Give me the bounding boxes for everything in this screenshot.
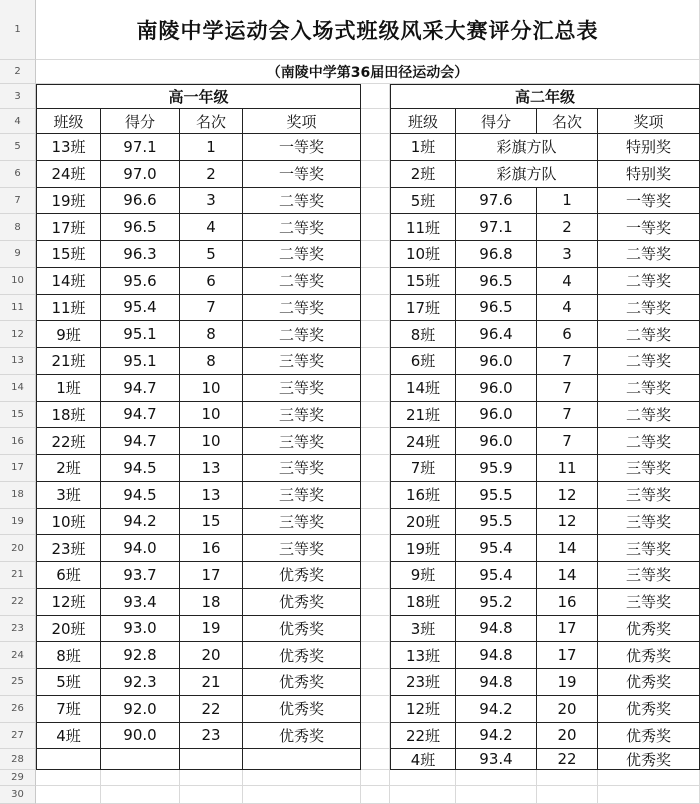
row-number: 6 [0,161,36,188]
row-number: 30 [0,786,36,804]
row-number: 21 [0,562,36,589]
gap-cell [361,428,390,455]
left-cell: 3 [180,188,243,215]
right-cell: 7 [537,348,598,375]
left-cell: 三等奖 [243,509,361,536]
left-cell: 94.5 [101,482,180,509]
right-cell-merged: 彩旗方队 [456,134,598,161]
left-cell: 三等奖 [243,348,361,375]
empty-cell [537,770,598,786]
left-cell: 10 [180,402,243,429]
left-cell: 21班 [36,348,101,375]
left-cell-empty [243,749,361,770]
right-cell: 优秀奖 [598,723,700,750]
row-number: 25 [0,669,36,696]
left-cell: 5 [180,241,243,268]
left-cell: 10 [180,428,243,455]
right-cell: 3 [537,241,598,268]
left-cell: 97.1 [101,134,180,161]
right-cell: 4 [537,268,598,295]
row-number: 27 [0,723,36,750]
right-cell: 17 [537,616,598,643]
right-cell: 11班 [390,214,456,241]
left-cell: 95.4 [101,295,180,322]
empty-cell [537,786,598,804]
right-cell: 95.9 [456,455,537,482]
left-cell: 4 [180,214,243,241]
right-cell: 22班 [390,723,456,750]
row-number: 16 [0,428,36,455]
column-header-right: 得分 [456,109,537,134]
right-cell: 97.6 [456,188,537,215]
right-cell: 二等奖 [598,428,700,455]
row-number: 19 [0,509,36,536]
gap-cell [361,749,390,770]
column-header-left: 得分 [101,109,180,134]
right-cell: 7班 [390,455,456,482]
left-cell-empty [101,749,180,770]
right-cell: 7 [537,402,598,429]
gap-cell [361,562,390,589]
right-cell: 4 [537,295,598,322]
row-number: 17 [0,455,36,482]
left-cell: 90.0 [101,723,180,750]
left-cell: 96.5 [101,214,180,241]
left-cell: 95.6 [101,268,180,295]
left-cell: 二等奖 [243,241,361,268]
column-header-right: 名次 [537,109,598,134]
gap-cell [361,589,390,616]
right-cell-merged: 彩旗方队 [456,161,598,188]
left-cell-empty [180,749,243,770]
right-cell: 8班 [390,321,456,348]
right-cell: 三等奖 [598,562,700,589]
left-cell: 17班 [36,214,101,241]
row-number: 5 [0,134,36,161]
row-number: 11 [0,295,36,322]
left-cell: 三等奖 [243,482,361,509]
right-cell: 优秀奖 [598,696,700,723]
left-cell: 优秀奖 [243,562,361,589]
left-cell: 二等奖 [243,295,361,322]
right-cell: 3班 [390,616,456,643]
right-cell: 94.8 [456,642,537,669]
left-cell: 3班 [36,482,101,509]
row-number: 24 [0,642,36,669]
right-cell: 14 [537,535,598,562]
right-cell: 7 [537,375,598,402]
gap-cell [361,642,390,669]
left-cell: 9班 [36,321,101,348]
right-cell: 14 [537,562,598,589]
right-cell: 14班 [390,375,456,402]
empty-cell [243,770,361,786]
left-cell: 7 [180,295,243,322]
left-cell: 94.7 [101,375,180,402]
row-number: 9 [0,241,36,268]
left-cell: 22班 [36,428,101,455]
right-cell: 10班 [390,241,456,268]
left-cell: 三等奖 [243,402,361,429]
left-cell: 15班 [36,241,101,268]
left-cell: 2 [180,161,243,188]
left-cell: 2班 [36,455,101,482]
right-cell: 1班 [390,134,456,161]
row-number: 10 [0,268,36,295]
left-cell: 优秀奖 [243,696,361,723]
empty-cell [456,786,537,804]
left-cell: 19 [180,616,243,643]
gap-cell [361,770,390,786]
left-cell: 二等奖 [243,214,361,241]
row-number: 23 [0,616,36,643]
right-cell: 95.5 [456,509,537,536]
left-cell: 6 [180,268,243,295]
row-number: 29 [0,770,36,786]
right-cell: 94.2 [456,723,537,750]
left-cell: 5班 [36,669,101,696]
left-cell: 96.3 [101,241,180,268]
left-cell: 96.6 [101,188,180,215]
right-cell: 22 [537,749,598,770]
gap-cell [361,84,390,109]
left-cell: 11班 [36,295,101,322]
grade-header-right: 高二年级 [390,84,700,109]
left-cell: 24班 [36,161,101,188]
right-cell: 一等奖 [598,188,700,215]
right-cell: 96.0 [456,348,537,375]
empty-cell [36,770,101,786]
right-cell: 优秀奖 [598,749,700,770]
gap-cell [361,402,390,429]
left-cell: 19班 [36,188,101,215]
gap-cell [361,696,390,723]
right-cell: 13班 [390,642,456,669]
empty-cell [101,770,180,786]
right-cell: 三等奖 [598,535,700,562]
right-cell: 96.5 [456,295,537,322]
gap-cell [361,509,390,536]
left-cell: 优秀奖 [243,723,361,750]
right-cell: 96.8 [456,241,537,268]
gap-cell [361,348,390,375]
right-cell: 20 [537,696,598,723]
column-header-left: 奖项 [243,109,361,134]
left-cell: 93.7 [101,562,180,589]
left-cell: 94.2 [101,509,180,536]
row-number: 20 [0,535,36,562]
gap-cell [361,214,390,241]
left-cell: 20班 [36,616,101,643]
left-cell: 优秀奖 [243,616,361,643]
gap-cell [361,134,390,161]
row-number: 8 [0,214,36,241]
left-cell: 23班 [36,535,101,562]
left-cell: 95.1 [101,348,180,375]
left-cell: 8 [180,348,243,375]
row-number: 13 [0,348,36,375]
row-number: 26 [0,696,36,723]
gap-cell [361,295,390,322]
row-number: 7 [0,188,36,215]
right-cell: 二等奖 [598,241,700,268]
right-cell: 19班 [390,535,456,562]
gap-cell [361,455,390,482]
right-cell: 三等奖 [598,455,700,482]
right-cell: 二等奖 [598,268,700,295]
empty-cell [36,786,101,804]
left-cell: 20 [180,642,243,669]
row-number: 15 [0,402,36,429]
left-cell: 1 [180,134,243,161]
right-cell: 6班 [390,348,456,375]
right-cell: 一等奖 [598,214,700,241]
row-number: 4 [0,109,36,134]
right-cell: 93.4 [456,749,537,770]
row-number: 1 [0,0,36,60]
right-cell: 二等奖 [598,295,700,322]
left-cell: 一等奖 [243,134,361,161]
left-cell: 92.0 [101,696,180,723]
left-cell: 10班 [36,509,101,536]
left-cell: 6班 [36,562,101,589]
right-cell: 二等奖 [598,348,700,375]
column-header-right: 奖项 [598,109,700,134]
left-cell: 92.8 [101,642,180,669]
left-cell: 8 [180,321,243,348]
left-cell: 17 [180,562,243,589]
row-number: 14 [0,375,36,402]
empty-cell [598,770,700,786]
left-cell: 92.3 [101,669,180,696]
left-cell: 13 [180,455,243,482]
right-cell: 95.4 [456,535,537,562]
left-cell: 三等奖 [243,455,361,482]
empty-cell [390,770,456,786]
row-number: 22 [0,589,36,616]
left-cell: 二等奖 [243,321,361,348]
left-cell: 三等奖 [243,428,361,455]
right-cell: 优秀奖 [598,616,700,643]
right-cell: 12 [537,482,598,509]
right-cell: 7 [537,428,598,455]
gap-cell [361,535,390,562]
left-cell: 三等奖 [243,375,361,402]
left-cell: 优秀奖 [243,642,361,669]
left-cell: 一等奖 [243,161,361,188]
left-cell: 94.5 [101,455,180,482]
left-cell: 94.7 [101,428,180,455]
right-cell: 18班 [390,589,456,616]
left-cell: 16 [180,535,243,562]
right-cell: 2班 [390,161,456,188]
row-number: 2 [0,60,36,84]
gap-cell [361,241,390,268]
sheet-subtitle: （南陵中学第36届田径运动会） [36,60,700,84]
empty-cell [390,786,456,804]
empty-cell [180,770,243,786]
left-cell: 18班 [36,402,101,429]
right-cell: 6 [537,321,598,348]
right-cell: 96.0 [456,428,537,455]
right-cell: 三等奖 [598,482,700,509]
right-cell: 94.8 [456,616,537,643]
gap-cell [361,268,390,295]
left-cell: 8班 [36,642,101,669]
right-cell: 2 [537,214,598,241]
left-cell: 优秀奖 [243,589,361,616]
right-cell: 5班 [390,188,456,215]
row-number: 18 [0,482,36,509]
left-cell: 21 [180,669,243,696]
right-cell: 三等奖 [598,509,700,536]
right-cell: 17 [537,642,598,669]
right-cell: 95.2 [456,589,537,616]
right-cell: 20 [537,723,598,750]
right-cell: 12班 [390,696,456,723]
left-cell: 12班 [36,589,101,616]
column-header-left: 班级 [36,109,101,134]
right-cell: 20班 [390,509,456,536]
grade-header-left: 高一年级 [36,84,361,109]
right-cell: 三等奖 [598,589,700,616]
row-number: 12 [0,321,36,348]
gap-cell [361,482,390,509]
right-cell: 95.4 [456,562,537,589]
right-cell: 15班 [390,268,456,295]
left-cell: 18 [180,589,243,616]
right-cell: 二等奖 [598,375,700,402]
left-cell: 23 [180,723,243,750]
gap-cell [361,321,390,348]
right-cell: 23班 [390,669,456,696]
row-number: 28 [0,749,36,770]
right-cell: 11 [537,455,598,482]
left-cell: 4班 [36,723,101,750]
left-cell: 93.4 [101,589,180,616]
right-cell: 二等奖 [598,321,700,348]
left-cell: 94.7 [101,402,180,429]
right-cell: 9班 [390,562,456,589]
left-cell: 97.0 [101,161,180,188]
right-cell: 17班 [390,295,456,322]
gap-cell [361,786,390,804]
right-cell: 96.0 [456,402,537,429]
right-cell: 二等奖 [598,402,700,429]
left-cell: 13 [180,482,243,509]
left-cell: 三等奖 [243,535,361,562]
gap-cell [361,161,390,188]
right-cell: 12 [537,509,598,536]
left-cell: 15 [180,509,243,536]
right-cell: 95.5 [456,482,537,509]
left-cell: 95.1 [101,321,180,348]
empty-cell [598,786,700,804]
left-cell: 二等奖 [243,188,361,215]
left-cell: 二等奖 [243,268,361,295]
gap-cell [361,188,390,215]
empty-cell [101,786,180,804]
gap-cell [361,616,390,643]
right-cell: 21班 [390,402,456,429]
gap-cell [361,109,390,134]
row-number: 3 [0,84,36,109]
right-cell: 1 [537,188,598,215]
right-cell: 优秀奖 [598,642,700,669]
gap-cell [361,723,390,750]
right-cell: 特别奖 [598,134,700,161]
column-header-right: 班级 [390,109,456,134]
left-cell: 93.0 [101,616,180,643]
right-cell: 19 [537,669,598,696]
empty-cell [456,770,537,786]
left-cell: 94.0 [101,535,180,562]
right-cell: 16班 [390,482,456,509]
left-cell: 13班 [36,134,101,161]
right-cell: 94.8 [456,669,537,696]
right-cell: 96.4 [456,321,537,348]
left-cell: 1班 [36,375,101,402]
left-cell: 优秀奖 [243,669,361,696]
right-cell: 96.5 [456,268,537,295]
column-header-left: 名次 [180,109,243,134]
left-cell: 22 [180,696,243,723]
right-cell: 优秀奖 [598,669,700,696]
empty-cell [243,786,361,804]
right-cell: 94.2 [456,696,537,723]
empty-cell [180,786,243,804]
left-cell: 10 [180,375,243,402]
gap-cell [361,375,390,402]
right-cell: 4班 [390,749,456,770]
left-cell-empty [36,749,101,770]
right-cell: 特别奖 [598,161,700,188]
left-cell: 7班 [36,696,101,723]
left-cell: 14班 [36,268,101,295]
gap-cell [361,669,390,696]
right-cell: 97.1 [456,214,537,241]
right-cell: 96.0 [456,375,537,402]
sheet-title: 南陵中学运动会入场式班级风采大赛评分汇总表 [36,0,700,60]
right-cell: 24班 [390,428,456,455]
right-cell: 16 [537,589,598,616]
